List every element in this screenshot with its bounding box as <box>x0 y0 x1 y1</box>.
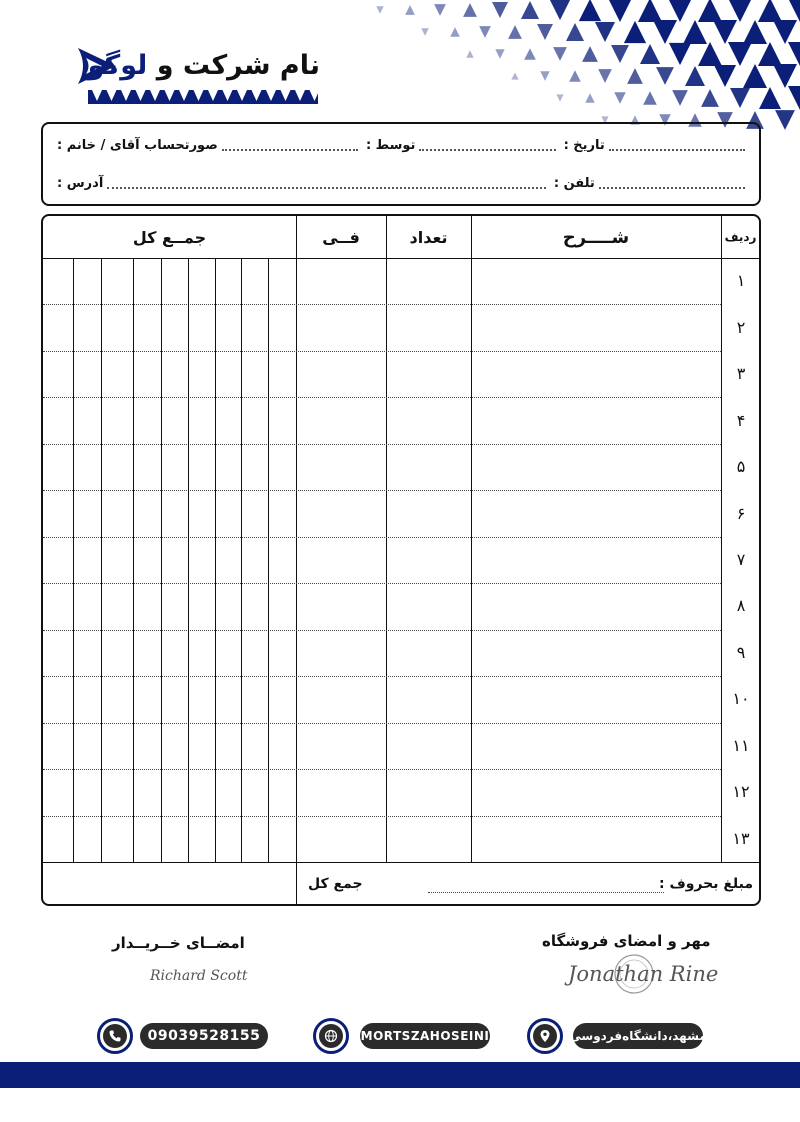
row-separator <box>43 816 721 817</box>
company-name-title <box>88 50 320 81</box>
pattern-triangle <box>434 4 446 16</box>
pattern-triangle <box>788 42 800 66</box>
row-number: ۲ <box>736 317 746 337</box>
row-separator <box>43 630 721 631</box>
pattern-triangle <box>376 6 384 14</box>
total-subcolumn-divider <box>161 258 162 862</box>
pattern-triangle <box>405 5 415 15</box>
pattern-triangle <box>685 66 705 86</box>
row-separator <box>43 397 721 398</box>
pattern-triangle <box>421 28 428 35</box>
row-separator <box>43 304 721 305</box>
pattern-triangle <box>656 67 674 85</box>
row-separator <box>43 537 721 538</box>
row-separator <box>43 444 721 445</box>
amount-in-words-label: مبلغ بحروف : <box>658 876 753 892</box>
total-subcolumn-divider <box>268 258 269 862</box>
footer-brand-bar <box>0 1062 800 1088</box>
pattern-triangle <box>569 70 581 82</box>
pattern-triangle <box>556 94 563 101</box>
pattern-triangle <box>758 42 782 66</box>
row-number: ۱۰ <box>732 689 750 709</box>
pattern-triangle <box>728 0 752 22</box>
grand-total-label: جمع کل <box>308 876 363 892</box>
pattern-triangle <box>698 42 722 66</box>
total-subcolumn-divider <box>73 258 74 862</box>
divider-description-col <box>471 216 472 862</box>
account-label: صورتحساب آقای / خانم : <box>57 138 218 153</box>
row-number: ۹ <box>736 642 746 662</box>
pattern-triangle <box>643 91 657 105</box>
website-pill[interactable]: MORTSZAHOSEINI <box>360 1023 490 1049</box>
location-icon <box>533 1024 557 1048</box>
pattern-triangle <box>653 20 677 44</box>
pattern-triangle <box>492 2 508 18</box>
pattern-triangle <box>672 90 688 106</box>
logo-triangle-strip <box>88 90 318 104</box>
divider-row-col <box>721 216 722 862</box>
pattern-triangle <box>775 110 795 130</box>
row-number: ۱ <box>736 271 746 291</box>
pattern-triangle <box>466 50 473 57</box>
pattern-triangle <box>669 43 691 65</box>
pattern-triangle <box>614 92 625 103</box>
row-number: ۳ <box>736 364 746 384</box>
pattern-triangle <box>683 20 707 44</box>
company-name-text: نام شرکت و <box>156 50 320 81</box>
row-separator <box>43 723 721 724</box>
total-subcolumn-divider <box>133 258 134 862</box>
invoice-table <box>41 214 761 906</box>
address-field[interactable] <box>107 179 546 189</box>
pattern-triangle <box>495 49 505 59</box>
pattern-triangle <box>508 25 522 39</box>
pattern-triangle <box>730 88 750 108</box>
pattern-triangle <box>728 42 752 66</box>
buyer-signature: Richard Scott <box>150 968 248 984</box>
column-header-quantity: تعداد <box>409 227 448 247</box>
account-field[interactable] <box>222 141 358 151</box>
pattern-triangle <box>611 45 629 63</box>
phone-label: تلفن : <box>553 176 595 191</box>
row-separator <box>43 490 721 491</box>
info-row-address <box>53 176 749 191</box>
row-separator <box>43 769 721 770</box>
seller-signature-label: مهر و امضای فروشگاه <box>542 932 711 950</box>
row-number: ۵ <box>736 457 746 477</box>
pattern-triangle <box>627 68 643 84</box>
pattern-triangle <box>524 48 536 60</box>
total-subcolumn-divider <box>241 258 242 862</box>
pattern-triangle <box>701 89 719 107</box>
pattern-triangle <box>582 46 598 62</box>
date-label: تاریخ : <box>563 138 605 153</box>
by-field[interactable] <box>419 141 555 151</box>
info-row-account <box>53 138 749 153</box>
column-header-description: شــــرح <box>562 226 630 248</box>
pattern-triangle <box>463 3 477 17</box>
pattern-triangle <box>550 0 570 20</box>
amount-in-words-field[interactable] <box>428 892 664 893</box>
pattern-triangle <box>537 24 553 40</box>
pattern-triangle <box>585 93 594 102</box>
pattern-triangle <box>743 20 767 44</box>
row-separator <box>43 676 721 677</box>
phone-pill[interactable]: 09039528155 <box>140 1023 268 1049</box>
pattern-triangle <box>698 0 722 22</box>
row-number: ۸ <box>736 596 746 616</box>
company-name-accent: لوگو <box>87 50 148 81</box>
row-number: ۶ <box>736 503 746 523</box>
pattern-triangle <box>640 44 660 64</box>
pattern-triangle <box>773 20 797 44</box>
pattern-triangle <box>540 71 549 80</box>
buyer-signature-label: امضــای خــریــدار <box>112 934 245 952</box>
pattern-triangle <box>759 87 781 109</box>
address-pill: مشهد،دانشگاه‌فردوسی <box>573 1023 703 1049</box>
header-triangle-pattern <box>330 0 800 135</box>
row-number: ۱۳ <box>732 828 750 848</box>
total-subcolumn-divider <box>101 258 102 862</box>
divider-price-col <box>296 216 297 904</box>
row-separator <box>43 351 721 352</box>
grand-total-field[interactable] <box>43 863 296 904</box>
row-number: ۷ <box>736 550 746 569</box>
phone-icon-circle <box>97 1018 133 1054</box>
header-bottom-line <box>43 258 759 259</box>
column-header-unit-price: فــی <box>322 227 360 247</box>
location-icon-circle <box>527 1018 563 1054</box>
row-number: ۴ <box>736 410 746 430</box>
pattern-triangle <box>598 69 612 83</box>
row-number: ۱۱ <box>732 735 750 755</box>
date-field[interactable] <box>609 141 745 151</box>
pattern-triangle <box>521 1 539 19</box>
total-subcolumn-divider <box>215 258 216 862</box>
pattern-triangle <box>788 0 800 22</box>
phone-field[interactable] <box>599 179 745 189</box>
pattern-triangle <box>553 47 567 61</box>
pattern-triangle <box>511 72 518 79</box>
globe-icon <box>319 1024 343 1048</box>
pattern-triangle <box>566 23 584 41</box>
column-header-row: ردیف <box>724 230 757 244</box>
pattern-triangle <box>595 22 615 42</box>
pattern-triangle <box>713 20 737 44</box>
pattern-triangle <box>758 0 782 22</box>
divider-quantity-col <box>386 216 387 862</box>
phone-icon <box>103 1024 127 1048</box>
pattern-triangle <box>479 26 491 38</box>
seller-signature: Jonathan Rine <box>568 962 719 986</box>
total-subcolumn-divider <box>188 258 189 862</box>
website-icon-circle <box>313 1018 349 1054</box>
pattern-triangle <box>638 0 662 22</box>
pattern-triangle <box>608 0 632 22</box>
pattern-triangle <box>773 64 797 88</box>
pattern-triangle <box>579 0 601 21</box>
column-header-total: جمــع کل <box>132 227 207 247</box>
customer-info-box <box>41 122 761 206</box>
row-separator <box>43 583 721 584</box>
pattern-triangle <box>450 27 460 37</box>
by-label: توسط : <box>365 138 416 153</box>
row-number: ۱۲ <box>732 782 750 802</box>
pattern-triangle <box>714 65 736 87</box>
address-label: آدرس : <box>57 176 104 191</box>
pattern-triangle <box>743 64 767 88</box>
pattern-triangle <box>788 86 800 110</box>
pattern-triangle <box>624 21 646 43</box>
pattern-triangle <box>668 0 692 22</box>
